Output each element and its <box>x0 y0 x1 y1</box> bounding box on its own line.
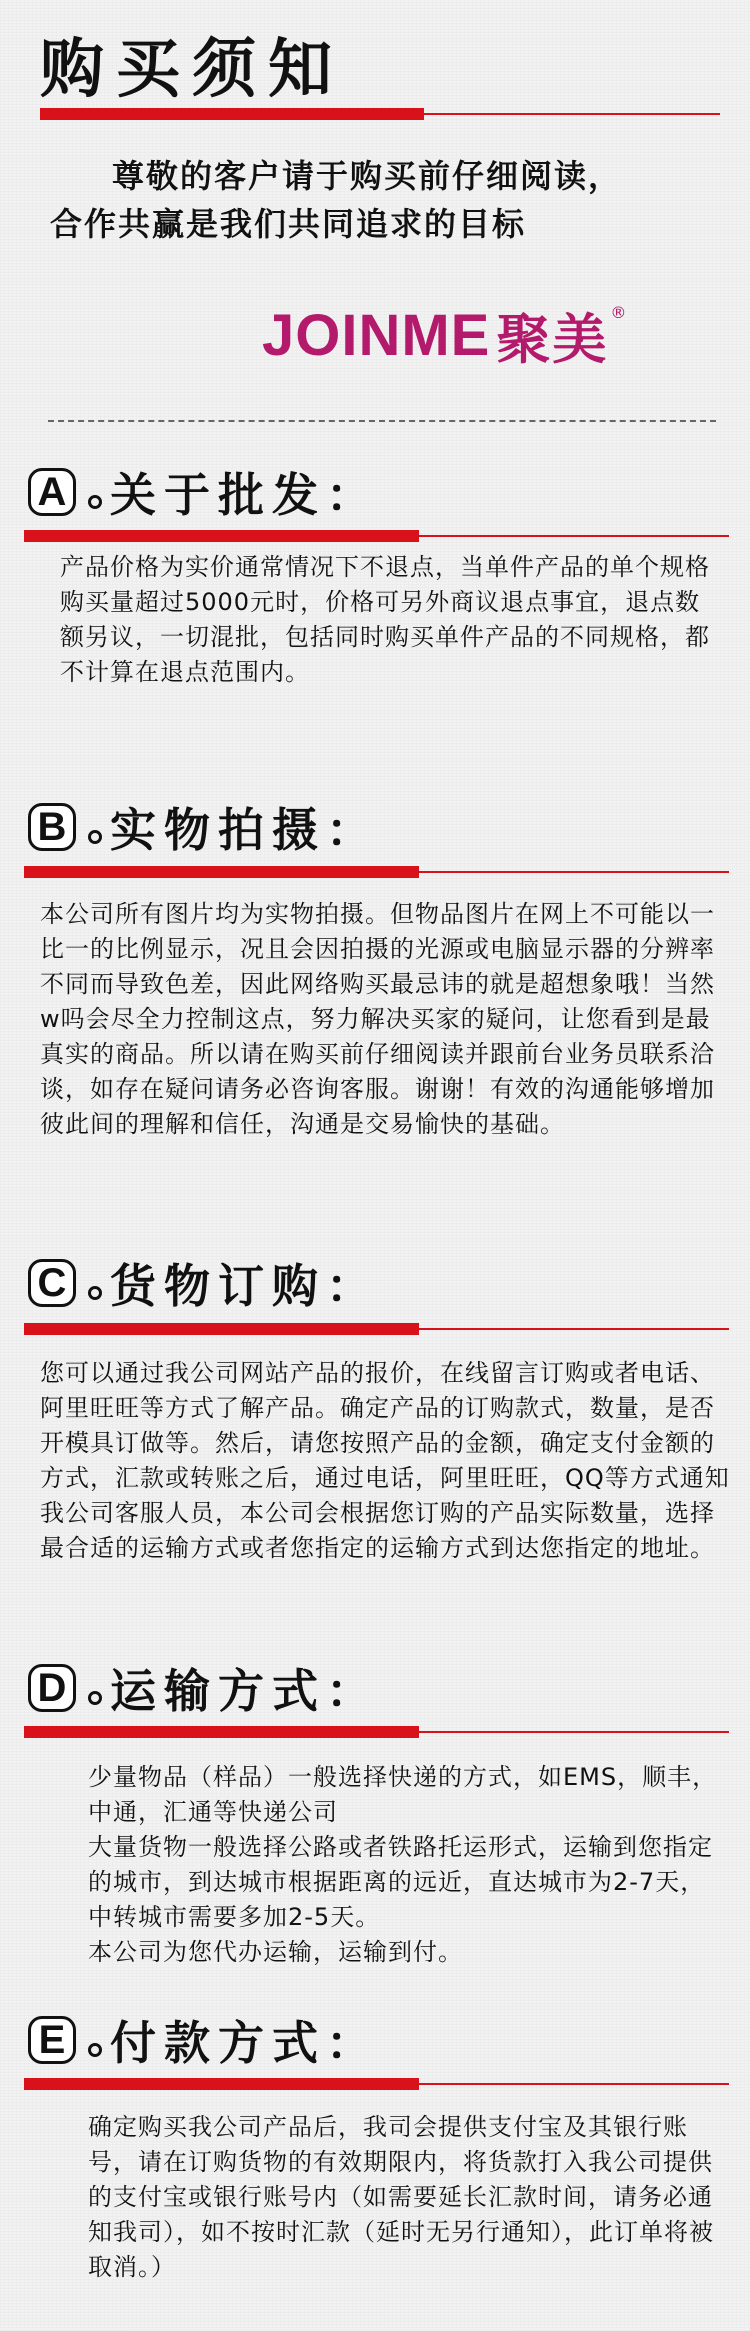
section-c-dot <box>88 1286 102 1300</box>
title-underline-bar <box>40 108 424 120</box>
dashed-divider <box>48 420 716 422</box>
logo-chinese: 聚美 <box>496 307 609 371</box>
section-e-letter: E <box>28 2016 76 2064</box>
section-a-line <box>419 535 729 537</box>
section-d-letter: D <box>28 1664 76 1712</box>
section-c-heading <box>28 1253 380 1313</box>
section-b-title: 实物拍摄： <box>110 803 380 857</box>
intro-text <box>50 152 730 248</box>
section-b-bar <box>24 866 419 878</box>
section-a-bar <box>24 530 419 542</box>
section-b-letter: B <box>28 803 76 851</box>
section-d-line <box>419 1731 729 1733</box>
section-d-text: 少量物品（样品）一般选择快递的方式，如EMS，顺丰，中通，汇通等快递公司 大量货物一般选择公路或者铁路托运形式，运输到您指定的城市，到达城市根据距离的远近，直达城市为2-7天，中转城市需要多加2-5天。 本公司为您代办运输，运输到付。 <box>88 1763 718 1966</box>
section-a-title: 关于批发： <box>110 468 380 522</box>
section-e-heading <box>28 2010 380 2070</box>
section-c-line <box>419 1328 729 1330</box>
intro-line-2: 合作共赢是我们共同追求的目标 <box>50 205 527 243</box>
brand-logo <box>262 295 626 375</box>
section-c-text: 您可以通过我公司网站产品的报价，在线留言订购或者电话、阿里旺旺等方式了解产品。确定产品的订购款式，数量，是否开模具订做等。然后，请您按照产品的金额，确定支付金额的方式，汇款或转账之后，通过电话，阿里旺旺，QQ等方式通知我公司客服人员，本公司会根据您订购的产品实际数量，选择最合适的运输方式或者您指定的运输方式到达您指定的地址。 <box>40 1359 730 1562</box>
title-underline-thin <box>424 113 720 115</box>
section-d-heading <box>28 1658 380 1718</box>
section-e-bar <box>24 2078 419 2090</box>
page-title: 购买须知 <box>40 33 344 107</box>
section-b-heading <box>28 797 380 857</box>
section-c-letter: C <box>28 1259 76 1307</box>
section-d-dot <box>88 1691 102 1705</box>
section-a-heading <box>28 462 380 522</box>
section-e-dot <box>88 2043 102 2057</box>
section-b-text: 本公司所有图片均为实物拍摄。但物品图片在网上不可能以一比一的比例显示，况且会因拍摄的光源或电脑显示器的分辨率不同而导致色差，因此网络购买最忌讳的就是超想象哦！当然w吗会尽全力控制这点，努力解决买家的疑问，让您看到是最真实的商品。所以请在购买前仔细阅读并跟前台业务员联系洽谈，如存在疑问请务必咨询客服。谢谢！有效的沟通能够增加彼此间的理解和信任，沟通是交易愉快的基础。 <box>40 900 715 1138</box>
section-b-line <box>419 871 729 873</box>
section-a-letter: A <box>28 468 76 516</box>
section-d-bar <box>24 1726 419 1738</box>
section-a-text: 产品价格为实价通常情况下不退点，当单件产品的单个规格购买量超过5000元时，价格可另外商议退点事宜，退点数额另议，一切混批，包括同时购买单件产品的不同规格，都不计算在退点范围内。 <box>60 553 710 686</box>
section-e-title: 付款方式： <box>110 2016 380 2070</box>
section-d-title: 运输方式： <box>110 1664 380 1718</box>
section-e-text: 确定购买我公司产品后，我司会提供支付宝及其银行账号，请在订购货物的有效期限内，将货款打入我公司提供的支付宝或银行账号内（如需要延长汇款时间，请务必通知我司），如不按时汇款（延时无另行通知），此订单将被取消。） <box>88 2113 714 2281</box>
section-a-dot <box>88 495 102 509</box>
intro-line-1: 尊敬的客户请于购买前仔细阅读， <box>112 157 623 195</box>
section-b-dot <box>88 830 102 844</box>
section-c-title: 货物订购： <box>110 1259 380 1313</box>
logo-latin: JOINME <box>262 302 491 368</box>
registered-mark: ® <box>610 303 627 322</box>
section-e-line <box>419 2083 729 2085</box>
section-c-bar <box>24 1323 419 1335</box>
